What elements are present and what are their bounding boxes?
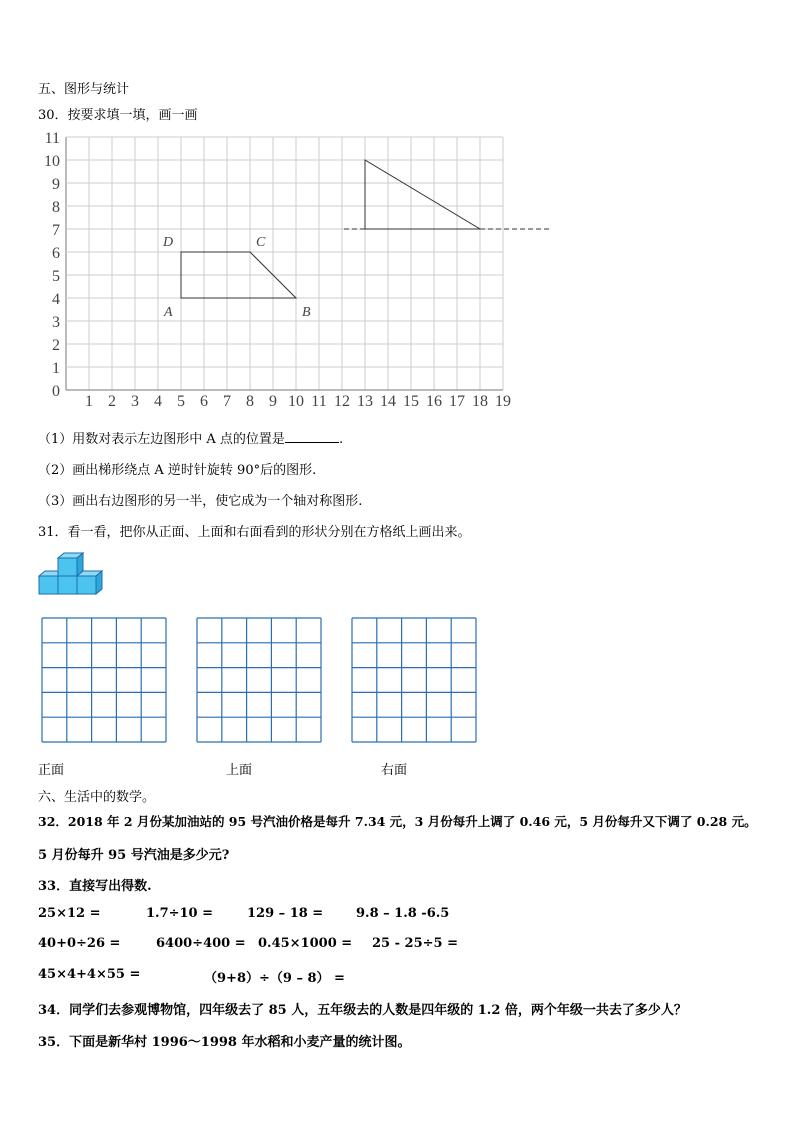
y-tick-label: 4 (52, 291, 60, 308)
q30-sub3: （3）画出右边图形的另一半，使它成为一个轴对称图形. (38, 494, 363, 509)
q30-sub1-end: . (338, 432, 344, 447)
question-31-title: 31．看一看，把你从正面、上面和右面看到的形状分别在方格纸上画出来。 (38, 525, 471, 540)
right-view-grid[interactable] (351, 617, 479, 743)
point-label-b: B (302, 305, 311, 320)
label-right-view: 右面 (381, 763, 408, 778)
x-tick-label: 16 (426, 393, 442, 410)
q30-sub1-text: （1）用数对表示左边图形中 A 点的位置是 (38, 432, 285, 447)
point-label-a: A (164, 305, 173, 320)
x-tick-label: 17 (449, 393, 465, 410)
calc-item: 1.7÷10 = (146, 906, 214, 921)
section-title: 五、图形与统计 (38, 82, 130, 97)
cube-stack-image (38, 551, 106, 599)
x-tick-label: 15 (403, 393, 419, 410)
x-tick-label: 11 (311, 393, 327, 410)
y-tick-label: 1 (52, 360, 60, 377)
y-tick-label: 0 (52, 383, 60, 400)
grid-lines (66, 137, 503, 390)
y-tick-label: 7 (52, 222, 60, 239)
y-tick-label: 6 (52, 245, 60, 262)
calc-item: 40+0÷26 = (38, 936, 121, 951)
x-tick-label: 4 (154, 393, 162, 410)
question-32-line1: 32．2018 年 2 月份某加油站的 95 号汽油价格是每升 7.34 元，3 月份每升上调了 0.46 元，5 月份每升又下调了 0.28 元。 (38, 814, 757, 829)
y-tick-label: 5 (52, 268, 60, 285)
x-tick-label: 2 (108, 393, 116, 410)
calc-item: 45×4+4×55 = (38, 967, 141, 982)
calc-item: （9+8）÷（9 – 8） = (204, 971, 345, 986)
right-triangle-half (365, 160, 480, 229)
top-view-grid[interactable] (196, 617, 324, 743)
x-tick-label: 12 (334, 393, 350, 410)
y-tick-label: 2 (52, 337, 60, 354)
y-tick-label: 10 (44, 153, 60, 170)
x-tick-label: 19 (495, 393, 511, 410)
x-tick-label: 13 (357, 393, 373, 410)
question-30-title: 30．按要求填一填，画一画 (38, 108, 198, 123)
calc-item: 9.8 – 1.8 -6.5 (356, 906, 450, 921)
calc-item: 129 – 18 = (247, 906, 324, 921)
x-tick-label: 5 (177, 393, 185, 410)
question-33-title: 33．直接写出得数. (38, 879, 152, 894)
calc-item: 25×12 = (38, 906, 101, 921)
x-tick-label: 1 (85, 393, 93, 410)
calc-item: 0.45×1000 = (258, 936, 353, 951)
x-tick-label: 14 (380, 393, 396, 410)
x-tick-label: 8 (246, 393, 254, 410)
answer-blank[interactable] (285, 430, 339, 443)
y-tick-label: 11 (44, 130, 60, 147)
x-tick-label: 10 (288, 393, 304, 410)
calc-item: 25 - 25÷5 = (372, 936, 458, 951)
q30-sub1 (38, 428, 343, 447)
y-tick-label: 8 (52, 199, 60, 216)
coordinate-grid-figure (30, 128, 570, 413)
question-35: 35．下面是新华村 1996～1998 年水稻和小麦产量的统计图。 (38, 1035, 411, 1050)
x-tick-label: 9 (269, 393, 277, 410)
x-tick-label: 18 (472, 393, 488, 410)
axis-tick-labels (44, 130, 511, 410)
front-view-grid[interactable] (41, 617, 169, 743)
calc-item: 6400÷400 = (156, 936, 246, 951)
section-title: 六、生活中的数学。 (38, 790, 156, 805)
y-tick-label: 3 (52, 314, 60, 331)
x-tick-label: 6 (200, 393, 208, 410)
point-label-d: D (163, 235, 174, 250)
q30-sub2: （2）画出梯形绕点 A 逆时针旋转 90°后的图形. (38, 463, 317, 478)
x-tick-label: 3 (131, 393, 139, 410)
x-tick-label: 7 (223, 393, 231, 410)
question-34: 34．同学们去参观博物馆，四年级去了 85 人，五年级去的人数是四年级的 1.2 倍，两个年级一共去了多少人？ (38, 1003, 687, 1018)
point-label-c: C (256, 235, 266, 250)
label-top-view: 上面 (226, 763, 253, 778)
label-front-view: 正面 (38, 763, 65, 778)
y-tick-label: 9 (52, 176, 60, 193)
question-32-line2: 5 月份每升 95 号汽油是多少元? (38, 848, 230, 863)
